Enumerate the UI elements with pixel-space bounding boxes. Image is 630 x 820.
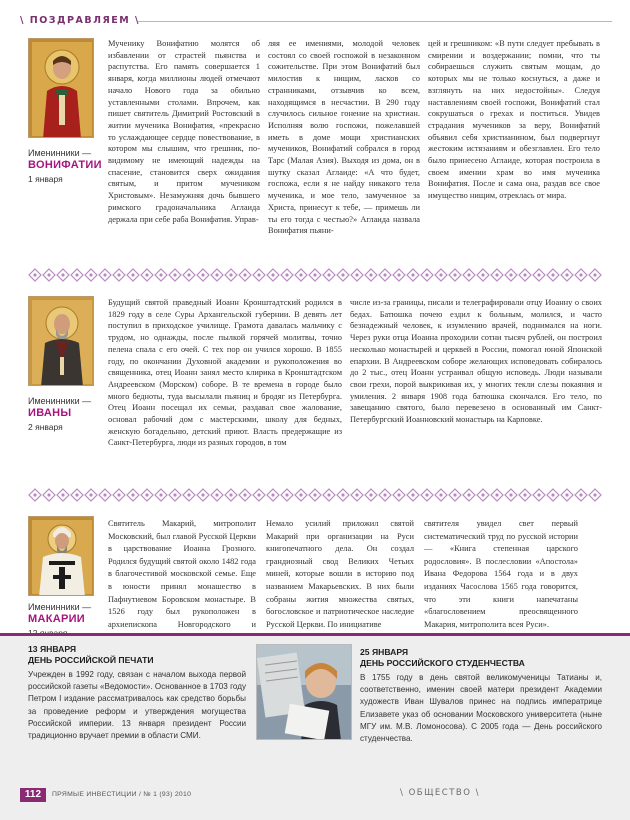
article-column: [268, 38, 420, 237]
caption-name: ИВАНЫ: [28, 407, 72, 419]
news-text: В 1755 году в день святой великомученицы Татианы и, соответственно, именин своей матери президент Академии художеств Иван Шувалов принес на подпись императрице Елизавете указ об основании Московского университета (ныне МГУ им. М.В. Ломоносова). С 2005 года — День российского студенчества.: [360, 673, 602, 744]
news-heading: ДЕНЬ РОССИЙСКОЙ ПЕЧАТИ: [28, 655, 154, 665]
news-title: [360, 647, 525, 669]
saint-caption: [28, 396, 91, 433]
ornament-divider: [28, 488, 602, 502]
news-date: 13 ЯНВАРЯ: [28, 644, 77, 654]
page-number: 112: [20, 788, 46, 802]
student-photo: [256, 644, 352, 740]
caption-name: ВОНИФАТИИ: [28, 159, 102, 171]
news-panel-rule: [0, 633, 630, 636]
paragraph: святителя увидел свет первый систематический труд по русской истории — «Книга степенная царского родословия». В послесловии «Апостола» Ивана Федорова 1564 года и в двух изданиях Часослова 1565 года говорится, что эти книги напечатаны «благословением преосвященного Макария, митрополита всея Руси».: [424, 519, 578, 629]
header-divider: [138, 21, 612, 22]
caption-date: 2 января: [28, 422, 63, 432]
paragraph: Святитель Макарий, митрополит Московский, был главой Русской Церкви в царствование Иоанна Грозного. Родился будущий святой около 1482 года в благочестивой московской семье. Еще в юности принял монашество в Пафнутиевом Боровском монастыре. В 1526 году был рукоположен в архиепископа Новгородского и: [108, 519, 256, 629]
article-column: [108, 518, 256, 644]
ornament-divider: [28, 268, 602, 282]
article-column: [266, 518, 414, 631]
article-column: [350, 297, 602, 426]
footer-section: \ ОБЩЕСТВО \: [400, 788, 480, 798]
caption-kind: Именинники —: [28, 396, 92, 406]
article-column: [108, 297, 342, 449]
saint-john-kronstadt-icon: [28, 296, 94, 386]
paragraph: числе из-за границы, писали и телеграфировали отцу Иоанну о своих бедах. Батюшка почею ездил к больным, молился, и часто безнадежный человек, к изумлению врачей, поднимался на ноги. Через руки отца Иоанна проходили сотни тысяч рублей, он построил несколько монастырей и церквей в России, помогал юной Японской епархии. В Андреевском соборе желающих исповедовать собиралось до 2 тыс., отец Иоанн устраивал общую исповедь. Люди называли свои грехи, порой выкрикивая их, у многих текли слезы покаяния и умиления. 2 января 1908 года батюшка скончался. Его тело, по завещанию святого, было перевезено в основанный им Санкт-Петербургский Иоанновский монастырь на Карповке.: [350, 298, 602, 425]
paragraph: ляя ее имениями, молодой человек состоял со своей госпожой в незаконном сожительстве. При этом Вонифатий был милостив к нищим, ласков со странниками, отзывчив ко всем, находящимся в несчастии. В 290 году случилось сильное гонение на христиан. Исполняя волю госпожи, пожелавшей иметь в доме мощи христианских мучеников, Вонифатий собрался в город Тарс (Малая Азия). Выходя из дома, он в шутку сказал Аглаиде: «А что будет, госпожа, если я не найду никакого тела мученика, и мое тело, замученное за Христа, принесут к тебе, — примешь ли ты его тогда с честью?» Аглаида назвала Вонифатия пьяни-: [268, 39, 420, 236]
article-column: [424, 518, 578, 631]
paragraph: Будущий святой праведный Иоанн Кронштадтский родился в 1829 году в селе Суры Архангельской губернии. В девять лет поступил в приходское училище. Грамота давалась мальчику с трудом, но однажды, после пылкой горячей молитвы, точно пелена спала с его очей. С тех пор он учился хорошо. В 1855 году, по окончании Духовной академии и рукоположения во священника, отец Иоанн занял место клирика в Кронштадтском Андреевском (Морском) соборе. В те времена в городе было много бедноты, туда высылали пьяниц и бродяг из Петербурга. Отец Иоанн посещал их семьи, раздавал свое жалование, основал рабочий дом с мастерскими, школу для бедных, женскую богадельню, детский приют. Власть предержащие из Санкт-Петербурга, люди из разных городов, в том: [108, 298, 342, 448]
news-text: Учрежден в 1992 году, связан с началом выхода первой российской газеты «Ведомости». Основанное в 1703 году Петром I издание рассматривалось как средство борьбы за проведение реформ и утверждения могущества Российской империи. 13 января президент России традиционно вручает премии в области СМИ.: [28, 670, 246, 741]
magazine-issue: ПРЯМЫЕ ИНВЕСТИЦИИ / № 1 (93) 2010: [52, 791, 192, 798]
article-column: [428, 38, 600, 202]
saint-caption: [28, 148, 102, 185]
saint-makarius-icon: [28, 516, 94, 596]
caption-name: МАКАРИИ: [28, 613, 86, 625]
page-header: [20, 12, 612, 34]
saint-boniface-icon: [28, 38, 94, 138]
news-title: [28, 644, 154, 666]
caption-date: 1 января: [28, 174, 63, 184]
article-column: [108, 38, 260, 225]
news-date: 25 ЯНВАРЯ: [360, 647, 409, 657]
paragraph: Немало усилий приложил святой Макарий при организации на Руси книгопечатного дела. Он создал грандиозный свод Великих Четьих миней, которые вошли в историю под названием Макарьевских. В них были собраны жития множества святых, богословское и патриотическое наследие Русской Церкви. По инициативе: [266, 519, 414, 629]
paragraph: цей и грешником: «В пути следует пребывать в смирении и воздержании; помни, что ты собираешься служить святым мощам, до которых мы не только коснуться, а даже и взглянуть на них недостойны». Следуя наставлениям своей госпожи, Вонифатий стал сокрушаться о грехах и поститься. Увидев страдания мучеников за веру, Вонифатий объявил себя христианином, был подвергнут жестоким истязаниям и обезглавлен. Его тело было принесено Аглаиде, которая построила в своем имении храм во имя мученика Вонифатия. После и сама она, раздав все свое имущество нищим, отреклась от мира.: [428, 39, 600, 201]
section-label: \ ПОЗДРАВЛЯЕМ \: [20, 15, 140, 26]
caption-kind: Именинники —: [28, 602, 92, 612]
paragraph: Мученику Вонифатию молятся об избавлении от страстей пьянства и распутства. Его память совершается 1 января, когда миллионы людей отмечают начало Нового года за обильно уставленными столами. Впрочем, как пишет святитель Димитрий Ростовский в житии мученика Вонифатия, «прекрасно то услаждающее сердце повествование, в котором мы слышим, что грешник, по-видимому не имеющий надежды на спасение, становится сверх ожидания святым, и притом мучеником Христовым». Незамужняя дочь бывшего римского градоначальника Аглаида держала при себе раба Вонифатия. Управ-: [108, 39, 260, 224]
caption-kind: Именинники —: [28, 148, 92, 158]
news-heading: ДЕНЬ РОССИЙСКОГО СТУДЕНЧЕСТВА: [360, 658, 525, 668]
